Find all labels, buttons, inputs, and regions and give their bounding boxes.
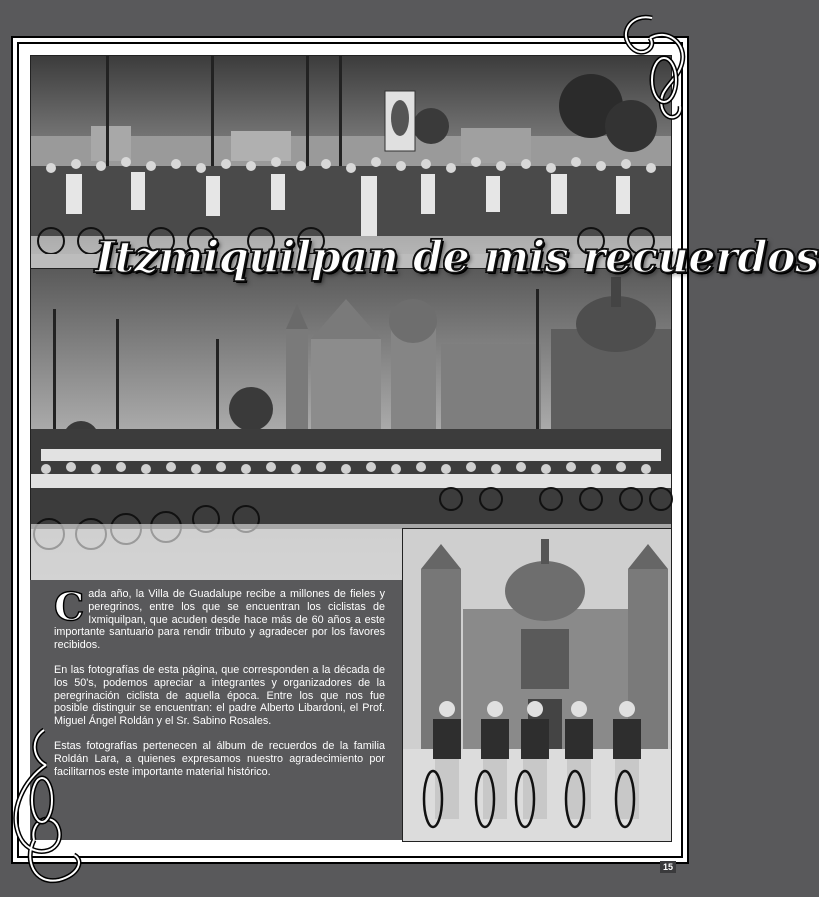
- paragraph-1-text: ada año, la Villa de Guadalupe recibe a millones de fieles y peregrinos, entre los que se encuentran los ciclistas de Ixmiquilpan, que acuden desde hace más de 60 años a este importante santuario para rendir tributo y agradecer por los favores recibidos.: [54, 588, 385, 652]
- page-title: Itzmiquilpan de mis recuerdos: [95, 233, 819, 283]
- photo-five-cyclists: [402, 528, 672, 842]
- paragraph-3: Estas fotografías pertenecen al álbum de recuerdos de la familia Roldán Lara, a quienes expresamos nuestro agradecimiento por facilitarnos este importante material histórico.: [54, 739, 385, 778]
- page-number: 15: [660, 861, 676, 873]
- ornament-top-right: [612, 8, 692, 133]
- ornament-bottom-left: [4, 720, 90, 895]
- paragraph-2: En las fotografías de esta página, que corresponden a la década de los 50's, podemos apreciar a integrantes y organizadores de la peregrinación ciclista de aquella época. Entre los que nos fue posible distinguir se encuentran: el padre Alberto Libardoni, el Prof. Miguel Ángel Roldán y el Sr. Sabino Rosales.: [54, 663, 385, 728]
- drop-cap: C: [54, 584, 85, 629]
- paragraph-1: [54, 584, 385, 652]
